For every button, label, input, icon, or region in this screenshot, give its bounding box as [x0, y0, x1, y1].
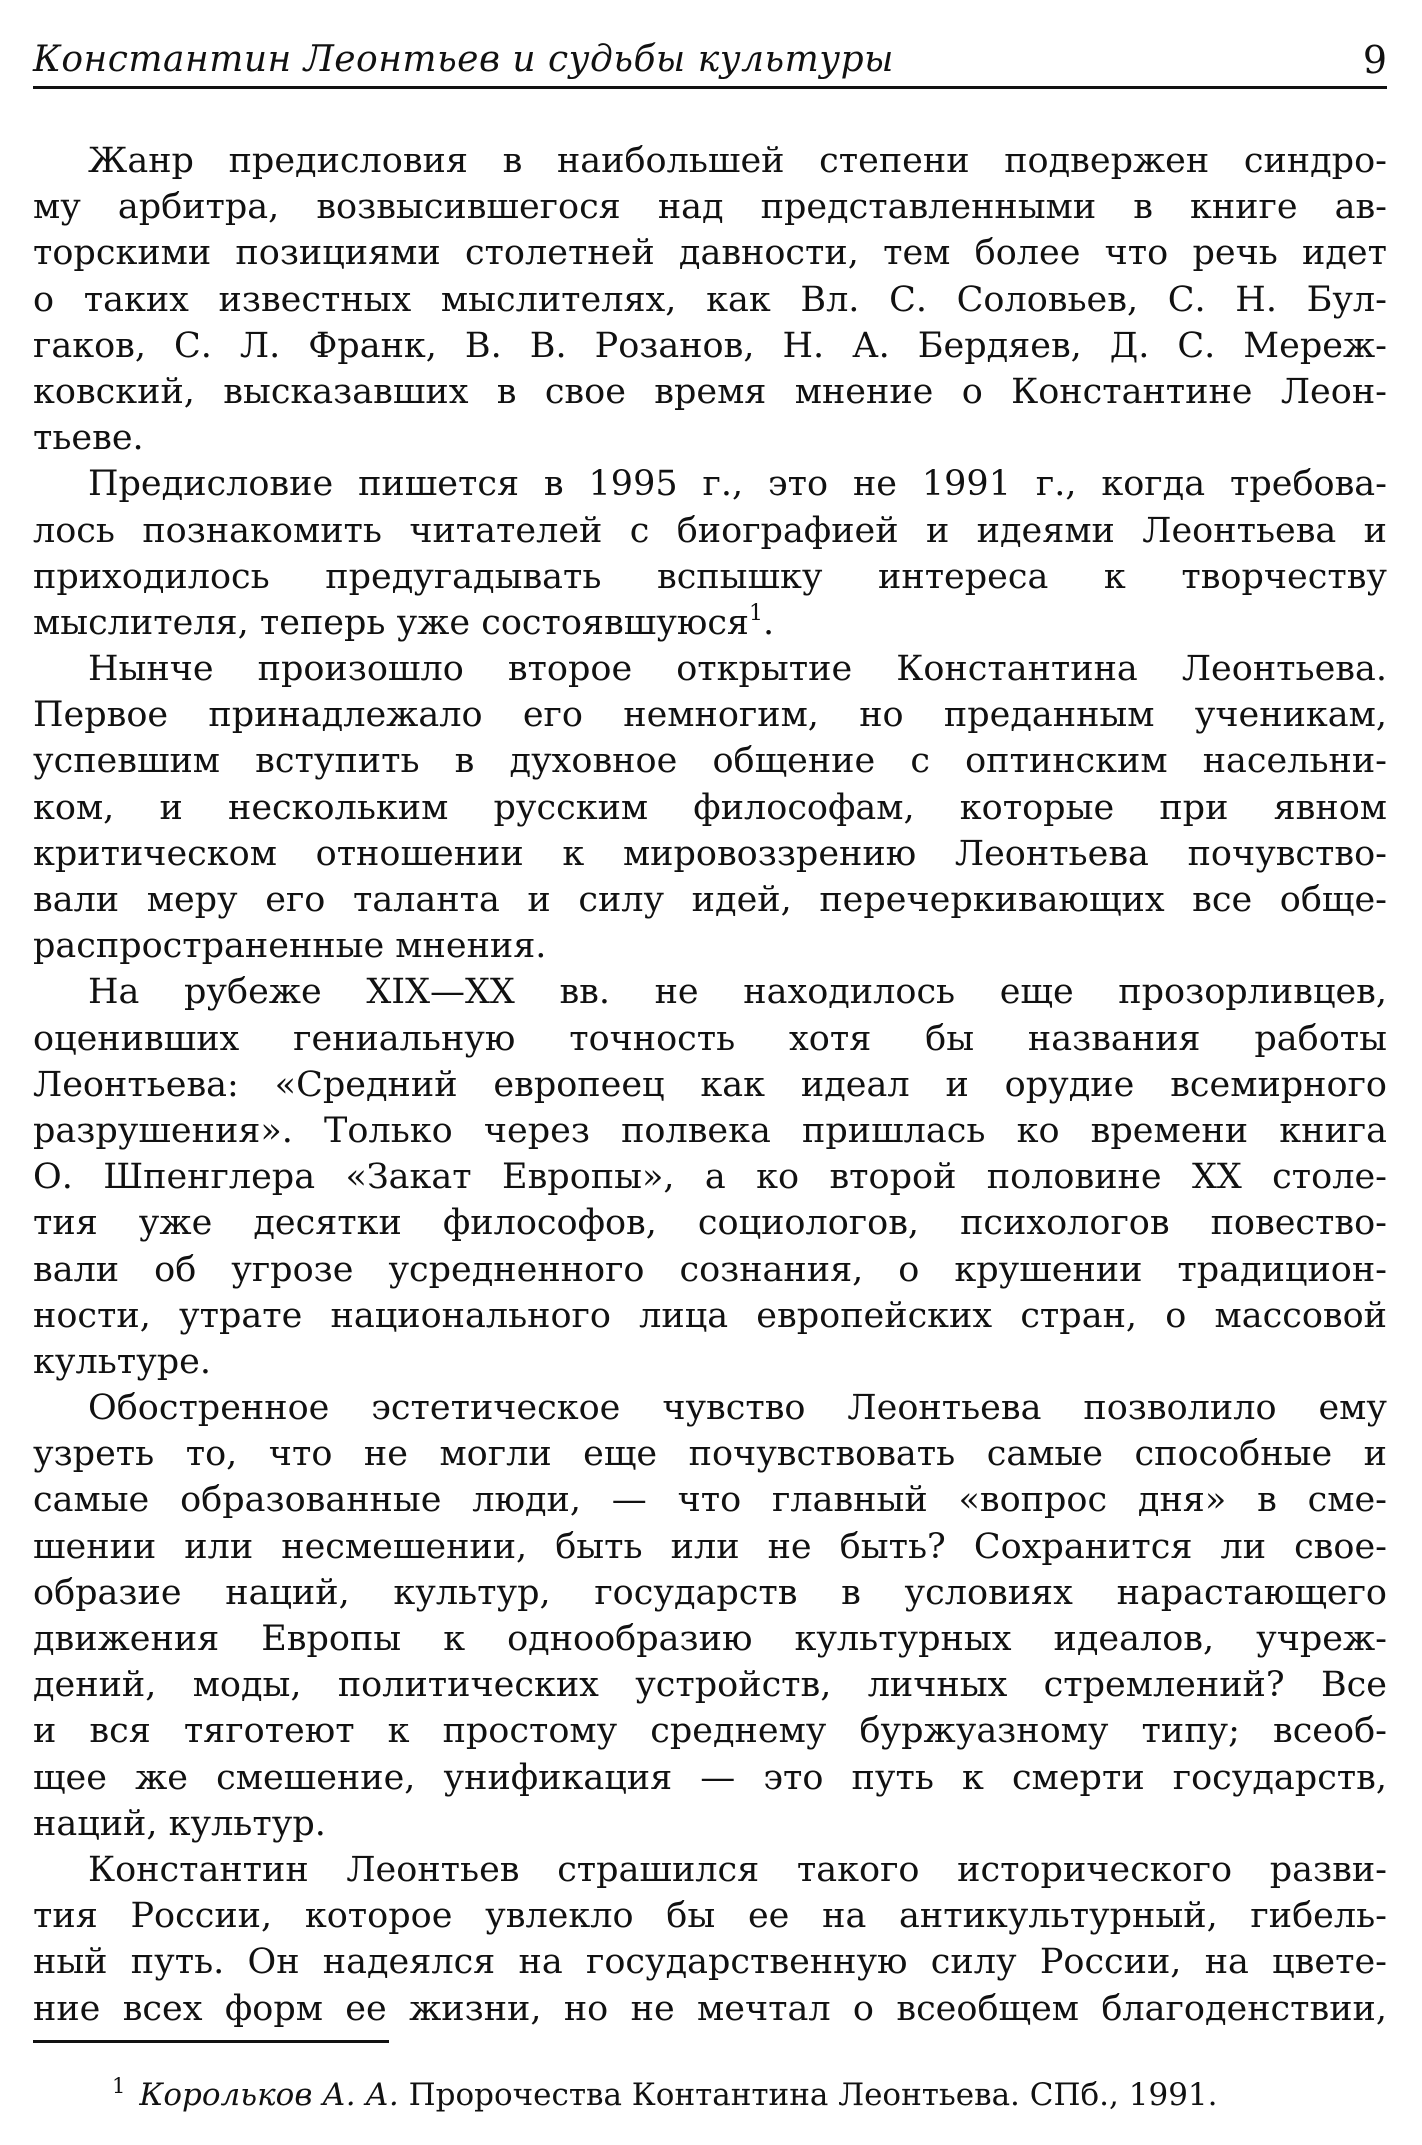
- paragraph: [33, 969, 1387, 1385]
- text-line: наций, культур.: [33, 1803, 326, 1844]
- text-line: лось познакомить читателей с биографией и идеями Леонтьева и: [33, 510, 1387, 551]
- paragraph: [33, 461, 1387, 646]
- text-line: узреть то, что не могли еще почувствовать самые способные и: [33, 1434, 1387, 1475]
- footnote-number: 1: [112, 2074, 126, 2098]
- text-line: самые образованные люди, — что главный «вопрос дня» в сме-: [33, 1480, 1387, 1521]
- text-line: торскими позициями столетней давности, тем более что речь идет: [33, 233, 1387, 274]
- text-line-content: мыслителя, теперь уже состоявшуюся: [33, 602, 749, 643]
- main-text: [33, 138, 1387, 2032]
- text-line: О. Шпенглера «Закат Европы», а ко второй половине XX столе-: [33, 1157, 1387, 1198]
- text-line: Предисловие пишется в 1995 г., это не 1991 г., когда требова-: [88, 464, 1387, 505]
- paragraph: [33, 138, 1387, 461]
- text-line-tail: .: [763, 602, 775, 643]
- text-line: вали об угрозе усредненного сознания, о крушении традицион-: [33, 1249, 1387, 1290]
- text-line: Леонтьева: «Средний европеец как идеал и орудие всемирного: [33, 1064, 1387, 1105]
- text-line: и вся тяготеют к простому среднему буржуазному типу; всеоб-: [33, 1711, 1387, 1752]
- text-line: успевшим вступить в духовное общение с оптинским насельни-: [33, 741, 1387, 782]
- text-line: [33, 600, 1387, 646]
- text-line: дений, моды, политических устройств, личных стремлений? Все: [33, 1665, 1387, 1706]
- text-line: му арбитра, возвысившегося над представленными в книге ав-: [33, 187, 1387, 228]
- text-line: тия уже десятки философов, социологов, психологов повество-: [33, 1203, 1387, 1244]
- text-line: ный путь. Он надеялся на государственную силу России, на цвете-: [33, 1942, 1387, 1983]
- running-title: Константин Леонтьев и судьбы культуры: [33, 39, 894, 80]
- text-line: Нынче произошло второе открытие Константина Леонтьева.: [88, 649, 1387, 690]
- running-header: [33, 36, 1387, 89]
- text-line: ком, и нескольким русским философам, которые при явном: [33, 787, 1387, 828]
- text-line: тия России, которое увлекло бы ее на антикультурный, гибель-: [33, 1896, 1387, 1937]
- text-line: гаков, С. Л. Франк, В. В. Розанов, Н. А. Бердяев, Д. С. Мереж-: [33, 325, 1387, 366]
- text-line: ности, утрате национального лица европейских стран, о массовой: [33, 1295, 1387, 1336]
- text-line: оценивших гениальную точность хотя бы названия работы: [33, 1018, 1387, 1059]
- page-number: 9: [1362, 38, 1387, 82]
- text-line: Обостренное эстетическое чувство Леонтьева позволило ему: [88, 1388, 1387, 1429]
- text-line: ковский, высказавших в свое время мнение о Константине Леон-: [33, 371, 1387, 412]
- footnote-author: Корольков А. А.: [139, 2077, 399, 2113]
- paragraph: [33, 1385, 1387, 1847]
- text-line: щее же смешение, унификация — это путь к смерти государств,: [33, 1757, 1387, 1798]
- footnote-text: Пророчества Контантина Леонтьева. СПб., 1991.: [398, 2077, 1218, 2113]
- text-line: шении или несмешении, быть или не быть? Сохранится ли свое-: [33, 1526, 1387, 1567]
- paragraph: [33, 1847, 1387, 2032]
- footnote: [112, 2066, 1218, 2115]
- text-line: образие наций, культур, государств в условиях нарастающего: [33, 1572, 1387, 1613]
- text-line: На рубеже XIX—XX вв. не находилось еще прозорливцев,: [88, 972, 1387, 1013]
- text-line: приходилось предугадывать вспышку интереса к творчеству: [33, 556, 1387, 597]
- text-line: вали меру его таланта и силу идей, перечеркивающих все обще-: [33, 880, 1387, 920]
- text-line: Константин Леонтьев страшился такого исторического разви-: [88, 1849, 1387, 1890]
- text-line: культуре.: [33, 1341, 211, 1382]
- text-line: Жанр предисловия в наибольшей степени подвержен синдро-: [88, 141, 1387, 181]
- text-line: тьеве.: [33, 418, 144, 459]
- text-line: о таких известных мыслителях, как Вл. С. Соловьев, С. Н. Бул-: [33, 279, 1387, 320]
- footnote-divider: [33, 2040, 389, 2043]
- text-line: критическом отношении к мировоззрению Леонтьева почувство-: [33, 833, 1387, 874]
- text-line: разрушения». Только через полвека пришлась ко времени книга: [33, 1110, 1387, 1151]
- paragraph: [33, 646, 1387, 969]
- text-line: ние всех форм ее жизни, но не мечтал о всеобщем благоденствии,: [33, 1988, 1387, 2029]
- text-line: Первое принадлежало его немногим, но преданным ученикам,: [33, 695, 1387, 736]
- text-line: движения Европы к однообразию культурных идеалов, учреж-: [33, 1619, 1387, 1659]
- text-line: распространенные мнения.: [33, 926, 547, 967]
- footnote-reference: 1: [749, 600, 763, 626]
